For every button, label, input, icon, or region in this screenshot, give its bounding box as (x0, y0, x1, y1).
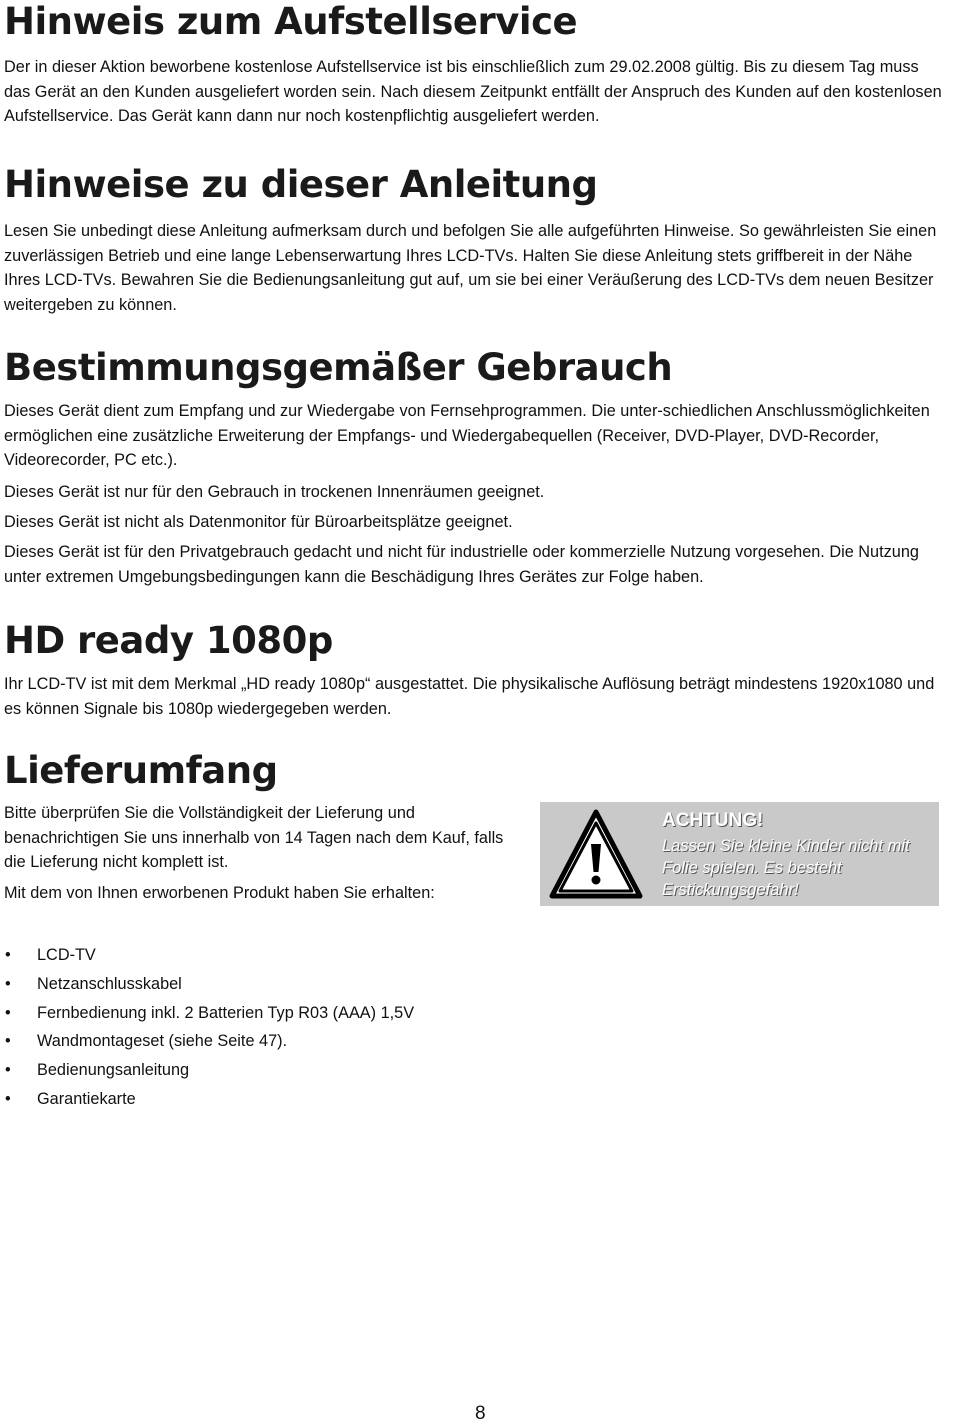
bullet-icon: • (5, 1061, 11, 1080)
gebrauch-paragraph-3: Dieses Gerät ist nicht als Datenmonitor für Büroarbeitsplätze geeignet. (4, 513, 513, 531)
warning-box (540, 802, 939, 906)
list-item-label: Fernbedienung inkl. 2 Batterien Typ R03 (AAA) 1,5V (37, 1003, 415, 1022)
list-item-label: Wandmontageset (siehe Seite 47). (37, 1032, 288, 1051)
list-item (4, 1027, 414, 1056)
gebrauch-paragraph-2: Dieses Gerät ist nur für den Gebrauch in trockenen Innenräumen geeignet. (4, 483, 545, 501)
bullet-icon: • (5, 1089, 11, 1108)
section-title-lieferumfang: Lieferumfang (4, 749, 278, 792)
list-item (4, 970, 414, 999)
aufstellservice-paragraph: Der in dieser Aktion beworbene kostenlose Aufstellservice ist bis einschließlich zum 29.02.2008 gültig. Bis zu diesem Tag muss das Gerät an den Kunden ausgeliefert worden sein. Nach diesem Zeitpunkt entfällt der Anspruch des Kunden auf den kostenlosen Aufstellservice. Das Gerät kann dann nur noch kostenpflichtig ausgeliefert werden. (4, 58, 942, 125)
list-item (4, 999, 414, 1028)
list-item (4, 1056, 414, 1085)
bullet-icon: • (5, 974, 11, 993)
warning-heading: ACHTUNG! (662, 810, 764, 831)
section-title-anleitung: Hinweise zu dieser Anleitung (4, 163, 598, 206)
bullet-icon: • (5, 946, 11, 964)
list-item (4, 1085, 414, 1114)
bullet-icon: • (5, 1032, 11, 1051)
warning-text: Lassen Sie kleine Kinder nicht mit Folie spielen. Es besteht Erstickungsgefahr! (662, 837, 910, 899)
lieferumfang-paragraph-1: Bitte überprüfen Sie die Vollständigkeit der Lieferung und benachrichtigen Sie uns innerhalb von 14 Tagen nach dem Kauf, falls die Lieferung nicht komplett ist. (4, 804, 504, 871)
list-item-label: Garantiekarte (37, 1089, 136, 1108)
page-number: 8 (475, 1403, 486, 1424)
anleitung-paragraph: Lesen Sie unbedingt diese Anleitung aufmerksam durch und befolgen Sie alle aufgeführten Hinweise. So gewährleisten Sie einen zuverlässigen Betrieb und eine lange Lebenserwartung Ihres LCD-TVs. Halten Sie diese Anleitung stets griffbereit in der Nähe Ihres LCD-TVs. Bewahren Sie die Bedienungsanleitung gut auf, um sie bei einer Veräußerung des LCD-TVs dem neuen Besitzer weitergeben zu können. (4, 222, 937, 314)
list-item-label: Netzanschlusskabel (37, 974, 182, 993)
gebrauch-paragraph-4: Dieses Gerät ist für den Privatgebrauch gedacht und nicht für industrielle oder kommerzielle Nutzung vorgesehen. Die Nutzung unter extremen Umgebungsbedingungen kann die Beschädigung Ihres Gerätes zur Folge haben. (4, 543, 919, 586)
gebrauch-paragraph-1: Dieses Gerät dient zum Empfang und zur Wiedergabe von Fernsehprogrammen. Die unter-schiedlichen Anschlussmöglichkeiten ermöglichen eine zusätzliche Erweiterung der Empfangs- und Wiedergabequellen (Receiver, DVD-Player, DVD-Recorder, Videorecorder, PC etc.). (4, 402, 930, 469)
warning-triangle-icon (548, 808, 644, 900)
hdready-paragraph: Ihr LCD-TV ist mit dem Merkmal „HD ready 1080p“ ausgestattet. Die physikalische Auflösung beträgt mindestens 1920x1080 und es können Signale bis 1080p wiedergegeben werden. (4, 675, 935, 718)
section-title-aufstellservice: Hinweis zum Aufstellservice (4, 0, 578, 43)
bullet-icon: • (5, 1003, 11, 1022)
section-title-gebrauch: Bestimmungsgemäßer Gebrauch (4, 346, 673, 389)
section-title-hdready: HD ready 1080p (4, 619, 333, 662)
lieferumfang-paragraph-2: Mit dem von Ihnen erworbenen Produkt haben Sie erhalten: (4, 884, 435, 902)
delivery-items-list (4, 941, 414, 1114)
list-item-label: LCD-TV (37, 946, 96, 964)
list-item (4, 941, 414, 970)
list-item-label: Bedienungsanleitung (37, 1061, 190, 1080)
